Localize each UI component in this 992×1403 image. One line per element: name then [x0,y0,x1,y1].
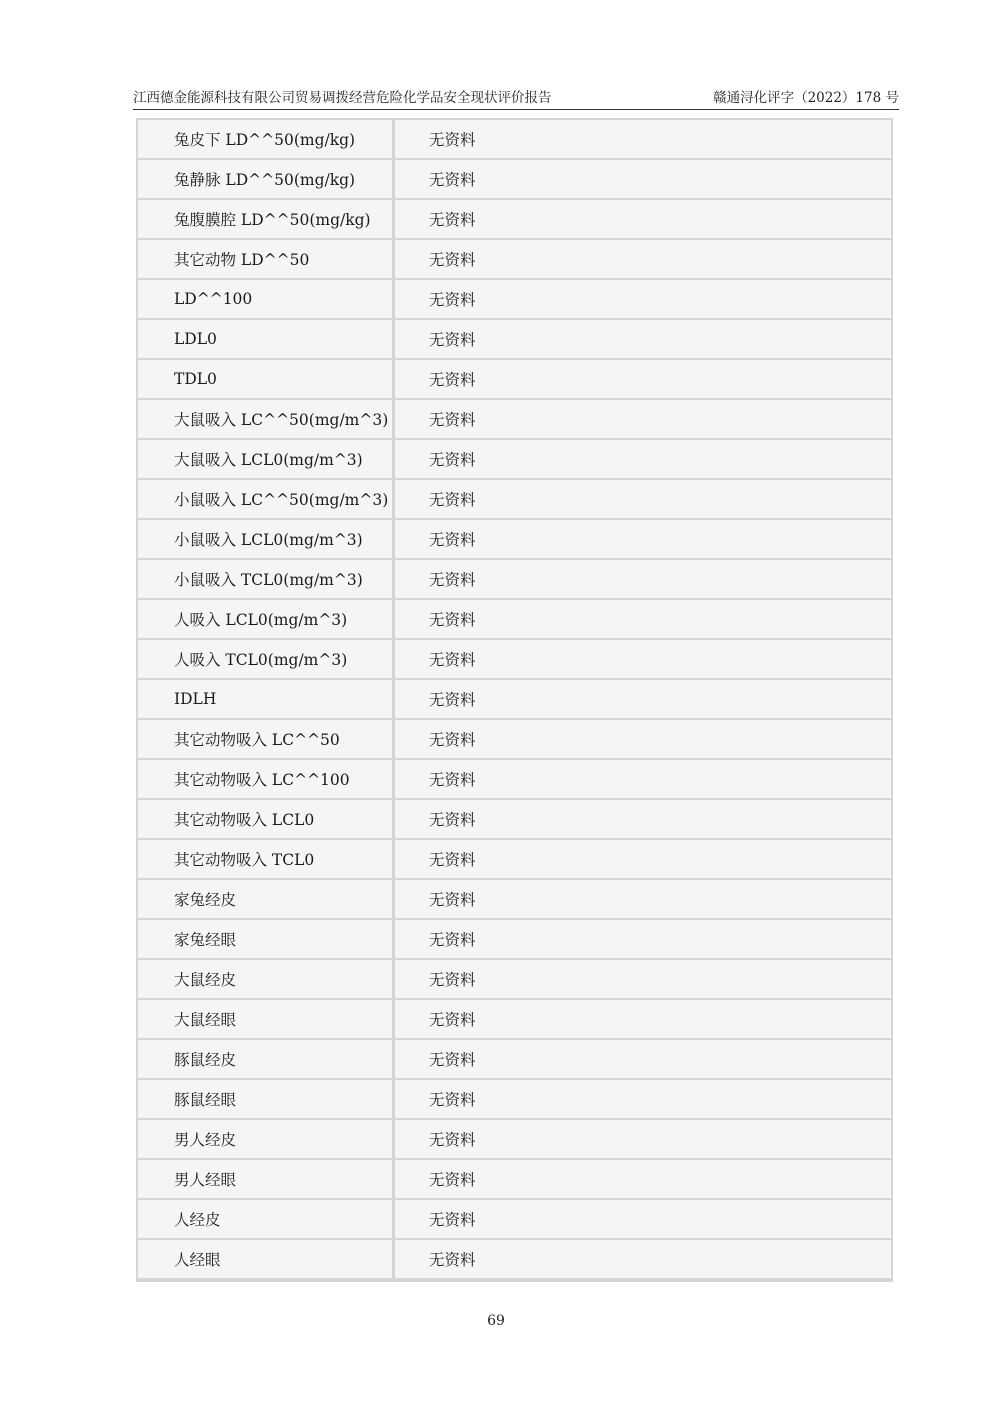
table-cell-parameter: 兔静脉 LD^^50(mg/kg) [138,160,392,198]
table-cell-parameter: 人经皮 [138,1200,392,1238]
table-row [138,120,891,160]
table-cell-parameter: 男人经皮 [138,1120,392,1158]
table-cell-parameter: 小鼠吸入 LCL0(mg/m^3) [138,520,392,558]
page-number: 69 [487,1313,505,1329]
table-cell-value: 无资料 [395,360,891,398]
table-cell-value: 无资料 [395,1240,891,1278]
table-cell-parameter: 兔皮下 LD^^50(mg/kg) [138,120,392,158]
report-title: 江西德金能源科技有限公司贸易调拨经营危险化学品安全现状评价报告 [133,90,552,106]
table-cell-parameter: 其它动物吸入 LC^^100 [138,760,392,798]
table-cell-parameter: 小鼠吸入 LC^^50(mg/m^3) [138,480,392,518]
table-row [138,560,891,600]
table-cell-value: 无资料 [395,200,891,238]
table-cell-value: 无资料 [395,600,891,638]
table-cell-parameter: IDLH [138,680,392,718]
table-cell-parameter: 大鼠吸入 LC^^50(mg/m^3) [138,400,392,438]
table-cell-value: 无资料 [395,320,891,358]
table-cell-parameter: 豚鼠经皮 [138,1040,392,1078]
table-cell-value: 无资料 [395,160,891,198]
table-cell-value: 无资料 [395,640,891,678]
table-cell-parameter: 豚鼠经眼 [138,1080,392,1118]
table-cell-parameter: 兔腹膜腔 LD^^50(mg/kg) [138,200,392,238]
table-cell-parameter: 大鼠吸入 LCL0(mg/m^3) [138,440,392,478]
table-cell-parameter: 家兔经眼 [138,920,392,958]
table-row [138,840,891,880]
table-cell-parameter: 小鼠吸入 TCL0(mg/m^3) [138,560,392,598]
header-divider [133,109,899,110]
table-cell-value: 无资料 [395,560,891,598]
table-cell-value: 无资料 [395,120,891,158]
table-cell-value: 无资料 [395,240,891,278]
table-row [138,1240,891,1280]
table-row [138,800,891,840]
table-cell-value: 无资料 [395,280,891,318]
table-cell-parameter: 其它动物吸入 TCL0 [138,840,392,878]
table-row [138,1000,891,1040]
report-reference-number: 赣通浔化评字（2022）178 号 [713,90,899,106]
table-cell-parameter: TDL0 [138,360,392,398]
table-row [138,640,891,680]
table-cell-value: 无资料 [395,720,891,758]
table-cell-parameter: 其它动物吸入 LCL0 [138,800,392,838]
table-row [138,200,891,240]
table-cell-value: 无资料 [395,1120,891,1158]
table-cell-value: 无资料 [395,1040,891,1078]
table-row [138,360,891,400]
table-cell-parameter: 大鼠经眼 [138,1000,392,1038]
table-cell-parameter: LDL0 [138,320,392,358]
table-cell-value: 无资料 [395,960,891,998]
table-row [138,240,891,280]
table-row [138,160,891,200]
table-row [138,880,891,920]
table-row [138,760,891,800]
table-row [138,680,891,720]
table-row [138,1200,891,1240]
table-row [138,1040,891,1080]
table-row [138,1120,891,1160]
table-row [138,1080,891,1120]
toxicity-data-table [136,118,893,1282]
table-row [138,920,891,960]
table-cell-parameter: 人吸入 TCL0(mg/m^3) [138,640,392,678]
table-cell-value: 无资料 [395,480,891,518]
table-row [138,440,891,480]
table-row [138,960,891,1000]
table-row [138,720,891,760]
table-cell-parameter: 其它动物 LD^^50 [138,240,392,278]
table-row [138,320,891,360]
table-cell-value: 无资料 [395,1200,891,1238]
table-cell-parameter: 大鼠经皮 [138,960,392,998]
table-cell-value: 无资料 [395,760,891,798]
table-cell-value: 无资料 [395,400,891,438]
table-cell-value: 无资料 [395,800,891,838]
table-cell-value: 无资料 [395,1000,891,1038]
table-row [138,520,891,560]
table-cell-value: 无资料 [395,1080,891,1118]
table-cell-parameter: 人吸入 LCL0(mg/m^3) [138,600,392,638]
table-cell-parameter: 家兔经皮 [138,880,392,918]
table-cell-parameter: 其它动物吸入 LC^^50 [138,720,392,758]
table-row [138,280,891,320]
table-cell-parameter: 男人经眼 [138,1160,392,1198]
table-row [138,1160,891,1200]
table-cell-value: 无资料 [395,680,891,718]
table-cell-value: 无资料 [395,520,891,558]
table-row [138,480,891,520]
table-cell-value: 无资料 [395,840,891,878]
table-cell-value: 无资料 [395,920,891,958]
table-row [138,400,891,440]
table-row [138,600,891,640]
table-cell-value: 无资料 [395,440,891,478]
table-cell-parameter: 人经眼 [138,1240,392,1278]
table-cell-value: 无资料 [395,880,891,918]
table-cell-parameter: LD^^100 [138,280,392,318]
table-cell-value: 无资料 [395,1160,891,1198]
page-header [133,88,899,108]
